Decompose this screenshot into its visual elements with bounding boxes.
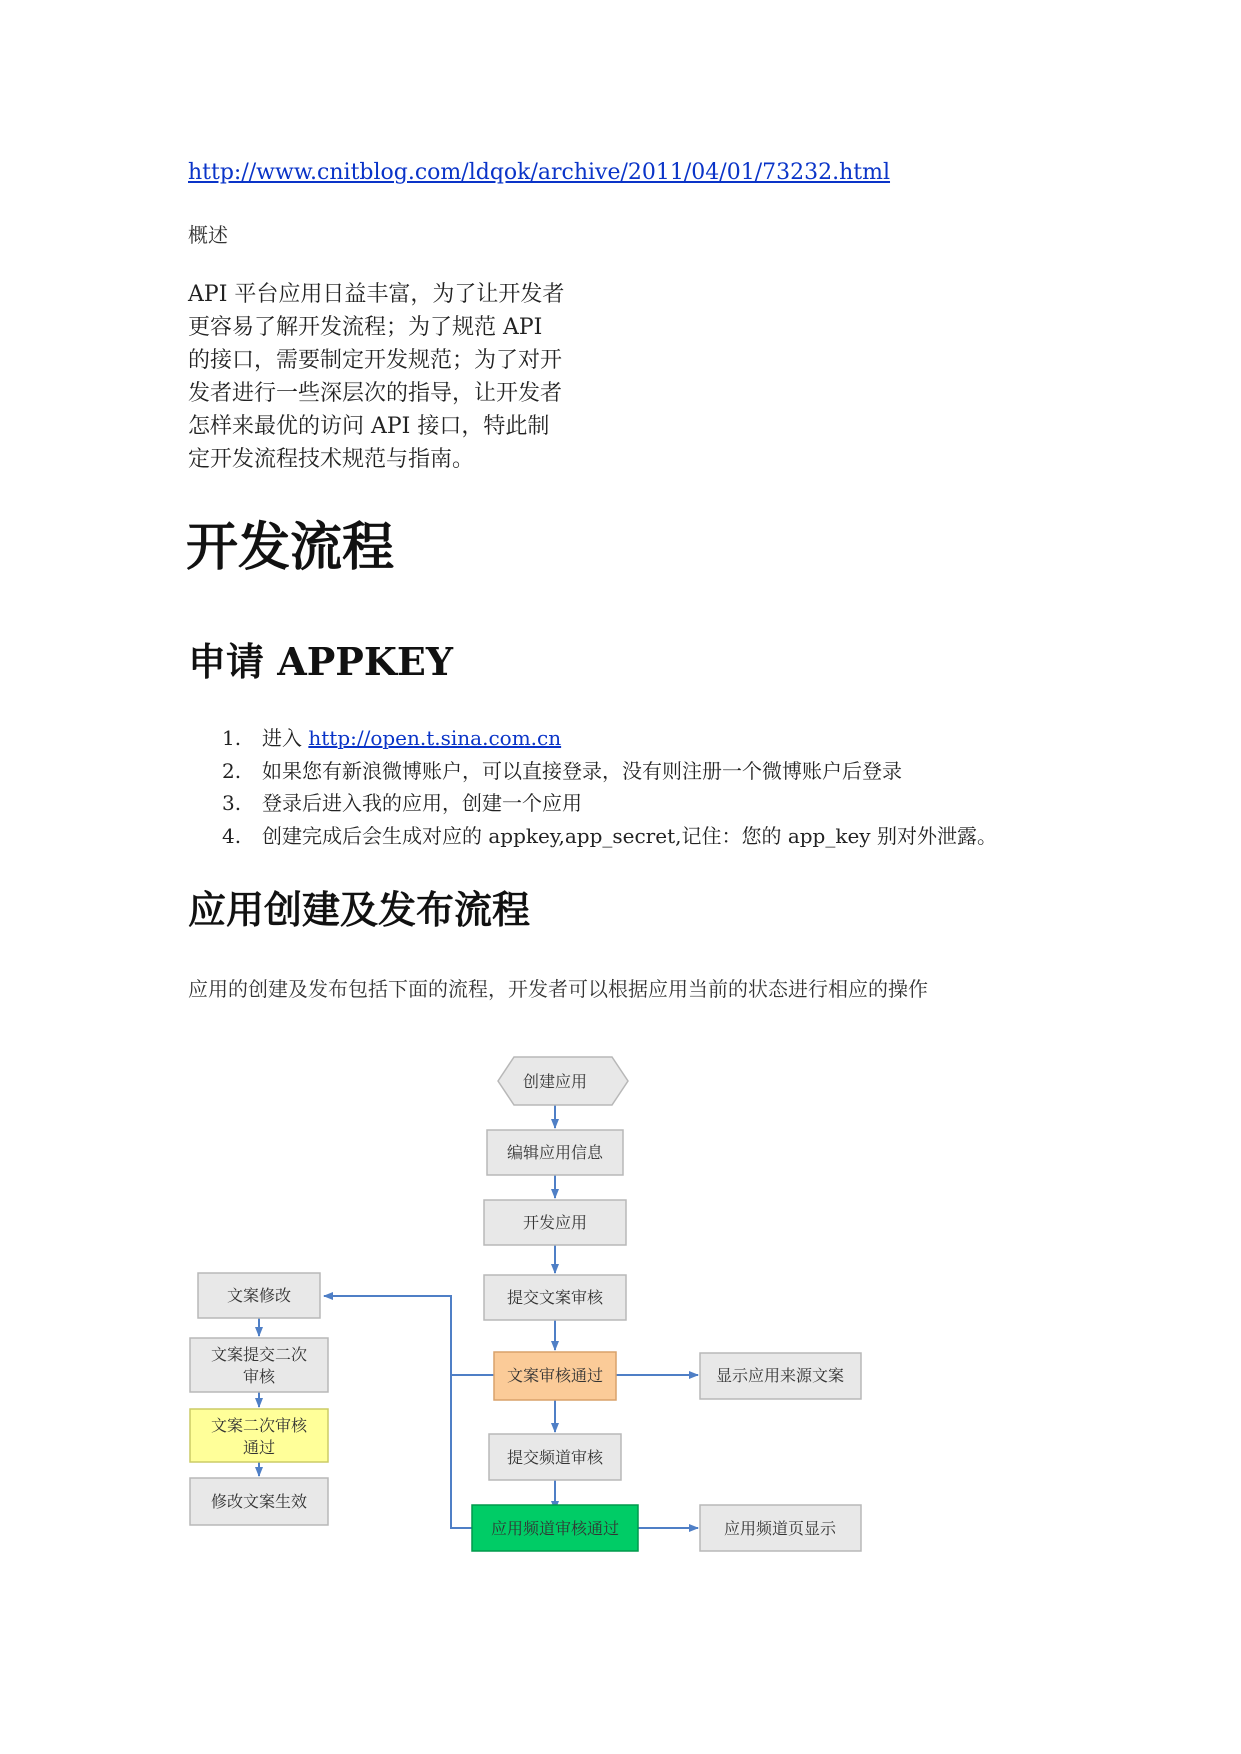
node-copy-resubmit-label-1: 文案提交二次: [210, 1345, 308, 1364]
step-number: 4.: [222, 823, 242, 848]
step-number: 1.: [222, 726, 242, 750]
heading-apply-appkey: 申请 APPKEY: [188, 639, 453, 684]
process-description: 应用的创建及发布包括下面的流程，开发者可以根据应用当前的状态进行相应的操作: [188, 977, 928, 1001]
node-copy-resubmit-label-2: 审核: [242, 1367, 276, 1386]
node-edit-app-info-label: 编辑应用信息: [506, 1143, 604, 1162]
node-submit-channel-review-label: 提交频道审核: [506, 1448, 604, 1467]
node-channel-page-display-label: 应用频道页显示: [723, 1519, 837, 1538]
overview-label: 概述: [188, 223, 228, 247]
step-text: 创建完成后会生成对应的 appkey,app_secret,记住：您的 app_key 别对外泄露。: [262, 823, 997, 848]
node-copy-modify-label: 文案修改: [226, 1286, 292, 1305]
arrow-to-copy-modify: [324, 1296, 472, 1528]
step-number: 2.: [222, 758, 242, 783]
step-number: 3.: [222, 791, 242, 815]
node-create-app-label: 创建应用: [522, 1072, 588, 1091]
node-channel-approved-label: 应用频道审核通过: [490, 1519, 620, 1538]
open-platform-link[interactable]: http://open.t.sina.com.cn: [308, 726, 562, 750]
step-text: 登录后进入我的应用，创建一个应用: [262, 791, 582, 815]
node-copy-second-approved-label-1: 文案二次审核: [210, 1416, 308, 1435]
source-url-link[interactable]: http://www.cnitblog.com/ldqok/archive/2011/04/01/73232.html: [188, 160, 891, 185]
node-copy-approved-label: 文案审核通过: [506, 1366, 604, 1385]
heading-dev-process: 开发流程: [186, 517, 395, 578]
intro-paragraph: API 平台应用日益丰富，为了让开发者更容易了解开发流程；为了规范 API 的接口，需要制定开发规范；为了对开发者进行一些深层次的指导，让开发者怎样来最优的访问 API 接口，特此制定开发流程技术规范与指南。: [188, 282, 565, 472]
step-text: 如果您有新浪微博账户，可以直接登录，没有则注册一个微博账户后登录: [262, 758, 902, 783]
heading-app-release-process: 应用创建及发布流程: [188, 887, 531, 932]
node-modify-effective-label: 修改文案生效: [210, 1492, 308, 1511]
node-show-source-copy-label: 显示应用来源文案: [715, 1366, 845, 1385]
flow-connectors: [259, 1105, 698, 1528]
node-develop-app-label: 开发应用: [522, 1213, 588, 1232]
step-text: 进入: [262, 726, 309, 750]
node-copy-second-approved-label-2: 通过: [242, 1438, 276, 1457]
node-submit-copy-review-label: 提交文案审核: [506, 1288, 604, 1307]
